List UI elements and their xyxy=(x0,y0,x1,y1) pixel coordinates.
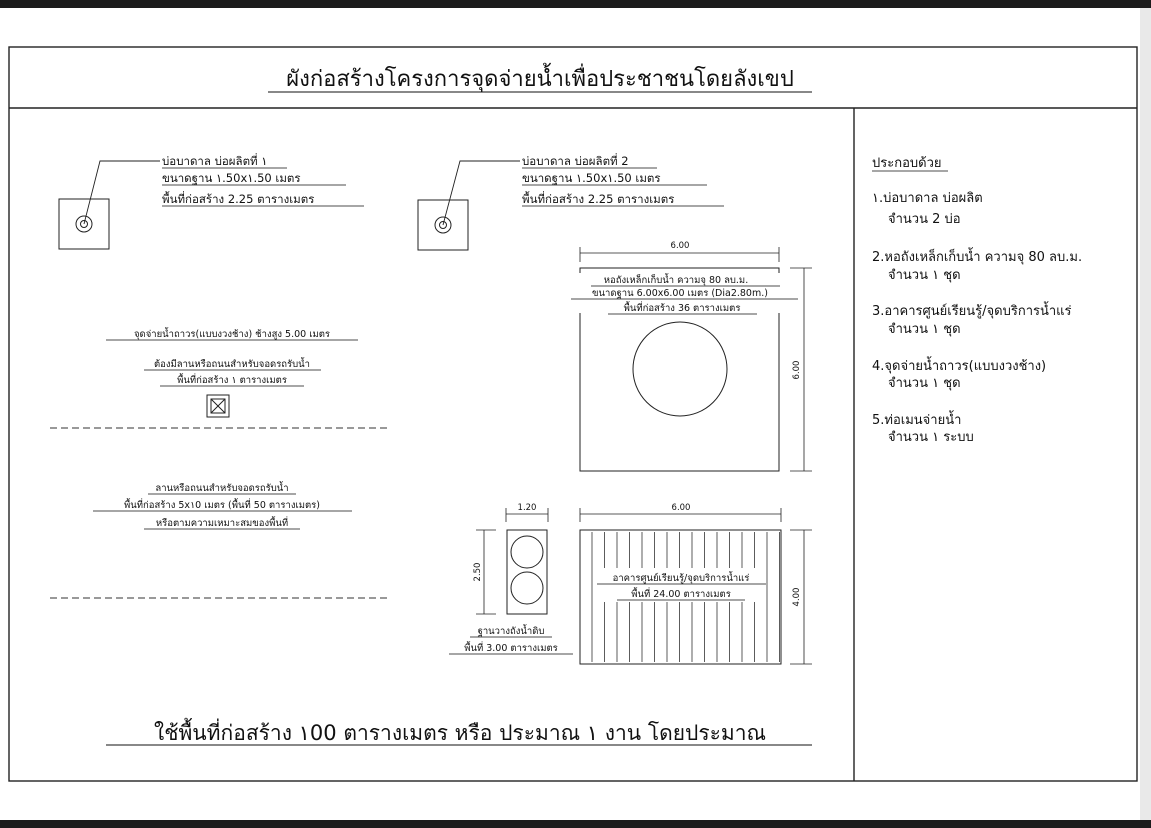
tank-size: ขนาดฐาน 6.00x6.00 เมตร (Dia2.80m.) xyxy=(592,288,768,299)
water-dispenser xyxy=(106,327,358,417)
tank-dim-top: 6.00 xyxy=(670,241,690,251)
raw-tank-2 xyxy=(511,572,543,604)
well-2-leader-line xyxy=(443,161,520,225)
component-item-3-qty: จำนวน ١ ชุด xyxy=(888,322,961,337)
component-list-heading: ประกอบด้วย xyxy=(872,156,942,171)
building-dim-top: 6.00 xyxy=(671,503,691,513)
component-item-4: 4.จุดจ่ายน้ำถาวร(แบบงวงช้าง) xyxy=(872,359,1047,374)
raw-water-tank-base xyxy=(449,503,573,654)
component-list xyxy=(872,156,1082,445)
component-item-5-qty: จำนวน ١ ระบบ xyxy=(888,430,974,445)
building-area: พื้นที่ 24.00 ตารางเมตร xyxy=(631,589,731,600)
building-name: อาคารศูนย์เรียนรู้/จุดบริการน้ำแร่ xyxy=(612,573,750,584)
component-item-4-qty: จำนวน ١ ชุด xyxy=(888,376,961,391)
learning-center-building xyxy=(580,503,812,664)
tank-dim-side: 6.00 xyxy=(792,360,802,380)
well-1-size: ขนาดฐาน ١.50x١.50 เมตร xyxy=(162,171,301,185)
filter-dim-top: 1.20 xyxy=(517,503,537,513)
filter-name: ฐานวางถังน้ำดิบ xyxy=(477,626,545,637)
raw-tank-1 xyxy=(511,536,543,568)
well-1-name: บ่อบาดาล บ่อผลิตที่ ١ xyxy=(162,154,268,168)
filter-dim-side: 2.50 xyxy=(473,562,483,582)
tank-name: หอถังเหล็กเก็บน้ำ ความจุ 80 ลบ.ม. xyxy=(603,275,749,286)
footer-total-area: ใช้พื้นที่ก่อสร้าง ١00 ตารางเมตร หรือ ประมาณ ١ งาน โดยประมาณ xyxy=(153,721,767,745)
component-item-2: 2.หอถังเหล็กเก็บน้ำ ความจุ 80 ลบ.ม. xyxy=(872,250,1083,265)
well-1-area: พื้นที่ก่อสร้าง 2.25 ตารางเมตร xyxy=(162,192,315,206)
well-2-area: พื้นที่ก่อสร้าง 2.25 ตารางเมตร xyxy=(522,192,675,206)
well-1 xyxy=(59,153,364,249)
parking-name: ลานหรือถนนสำหรับจอดรถรับน้ำ xyxy=(155,483,289,494)
component-item-5: 5.ท่อเมนจ่ายน้ำ xyxy=(872,413,962,428)
parking-note: หรือตามความเหมาะสมของพื้นที่ xyxy=(155,518,289,529)
component-item-1: ١.บ่อบาดาล บ่อผลิต xyxy=(872,191,983,206)
component-item-2-qty: จำนวน ١ ชุด xyxy=(888,268,961,283)
parking-area xyxy=(93,481,352,529)
dispenser-name: จุดจ่ายน้ำถาวร(แบบงวงช้าง) ช้างสูง 5.00 เมตร xyxy=(133,329,331,340)
component-item-3: 3.อาคารศูนย์เรียนรู้/จุดบริการน้ำแร่ xyxy=(872,304,1072,319)
water-tower xyxy=(571,241,812,471)
filter-area: พื้นที่ 3.00 ตารางเมตร xyxy=(464,643,558,654)
tank-area: พื้นที่ก่อสร้าง 36 ตารางเมตร xyxy=(623,303,741,314)
well-2-name: บ่อบาดาล บ่อผลิตที่ 2 xyxy=(522,154,629,168)
dispenser-note: ต้องมีลานหรือถนนสำหรับจอดรถรับน้ำ xyxy=(153,359,311,370)
well-1-leader-line xyxy=(84,161,160,224)
well-2-size: ขนาดฐาน ١.50x١.50 เมตร xyxy=(522,171,661,185)
tank-circle xyxy=(633,322,727,416)
drawing-title: ผังก่อสร้างโครงการจุดจ่ายน้ำเพื่อประชาชนโดยลังเขป xyxy=(286,67,794,92)
dispenser-area: พื้นที่ก่อสร้าง ١ ตารางเมตร xyxy=(177,375,287,386)
well-2 xyxy=(418,153,724,250)
parking-area-size: พื้นที่ก่อสร้าง 5x١0 เมตร (พื้นที่ 50 ตารางเมตร) xyxy=(124,500,320,511)
component-item-1-qty: จำนวน 2 บ่อ xyxy=(888,212,961,227)
building-dim-side: 4.00 xyxy=(792,587,802,607)
